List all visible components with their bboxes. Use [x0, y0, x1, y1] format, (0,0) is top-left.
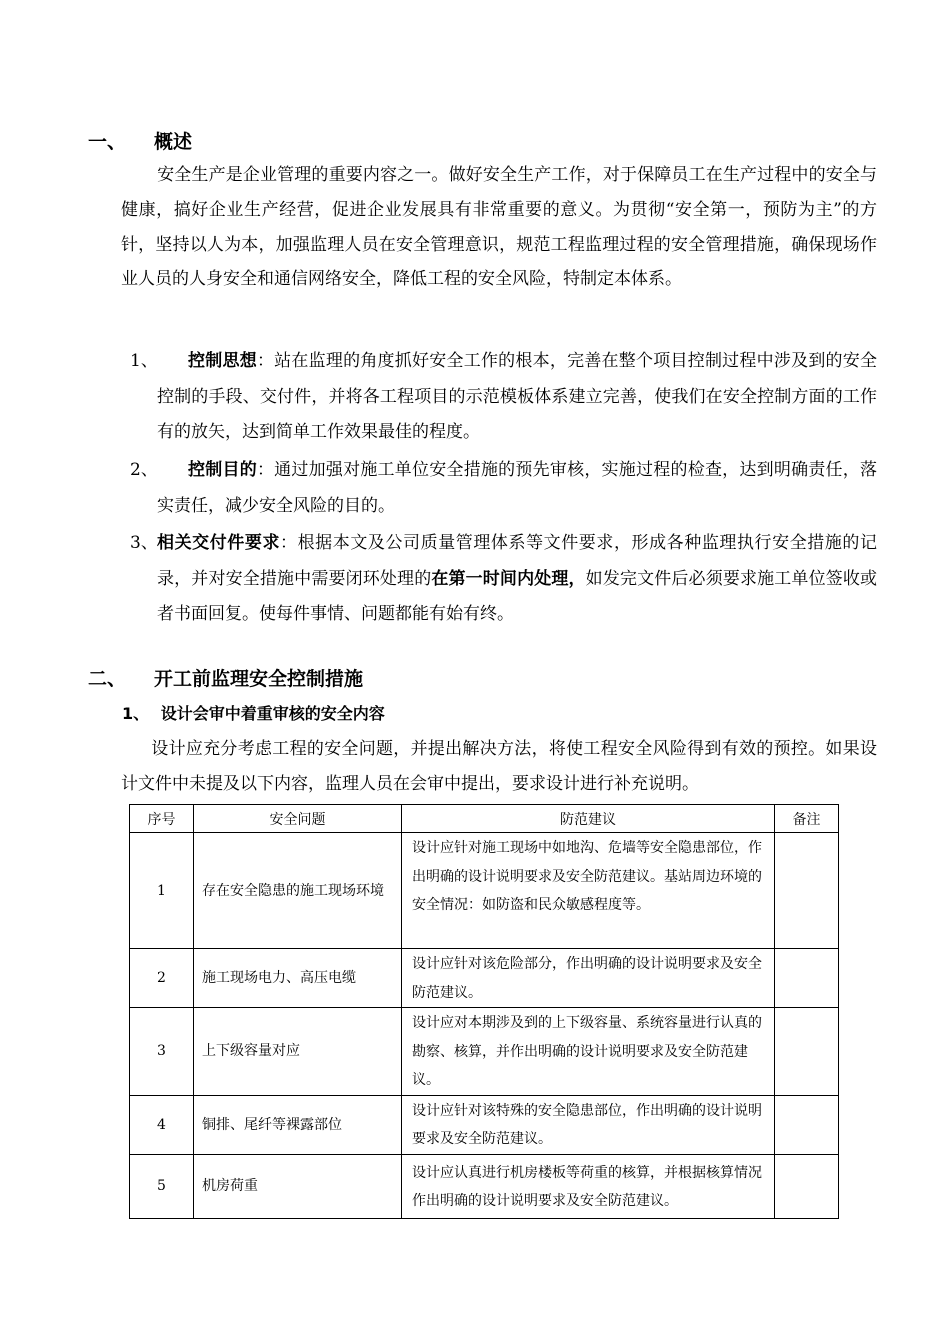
row-advice: 设计应对本期涉及到的上下级容量、系统容量进行认真的勘察、核算，并作出明确的设计说明要求及安全防范建议。 — [402, 1008, 775, 1096]
list-item-text: 站在监理的角度抓好安全工作的根本，完善在整个项目控制过程中涉及到的安全控制的手段、交付件，并将各工程项目的示范模板体系建立完善，使我们在安全控制方面的工作有的放矢，达到简单工作效果最佳的程度。 — [157, 351, 878, 442]
row-no: 4 — [130, 1095, 194, 1154]
row-advice: 设计应针对该特殊的安全隐患部位，作出明确的设计说明要求及安全防范建议。 — [402, 1095, 775, 1154]
table-row — [130, 949, 839, 1008]
header-no: 序号 — [130, 805, 194, 833]
row-issue: 机房荷重 — [194, 1154, 402, 1218]
list-item: 2、 控制目的：通过加强对施工单位安全措施的预先审核，实施过程的检查，达到明确责任，落实责任，减少安全风险的目的。 — [157, 453, 877, 524]
list-item-emphasis: 在第一时间内处理， — [431, 568, 586, 589]
section-2-title: 开工前监理安全控制措施 — [154, 668, 364, 690]
row-note — [775, 1095, 839, 1154]
table-row — [130, 1008, 839, 1096]
table-row — [130, 1154, 839, 1218]
table-row — [130, 833, 839, 949]
row-issue: 上下级容量对应 — [194, 1008, 402, 1096]
row-no: 1 — [130, 833, 194, 949]
section-1-title: 概述 — [154, 131, 193, 153]
header-note: 备注 — [775, 805, 839, 833]
list-item-label: 相关交付件要求 — [157, 533, 281, 553]
list-item-text: 通过加强对施工单位安全措施的预先审核，实施过程的检查，达到明确责任，落实责任，减少安全风险的目的。 — [157, 460, 878, 516]
row-advice: 设计应针对该危险部分，作出明确的设计说明要求及安全防范建议。 — [402, 949, 775, 1008]
row-issue: 铜排、尾纤等裸露部位 — [194, 1095, 402, 1154]
subsection-title: 设计会审中着重审核的安全内容 — [160, 704, 385, 723]
row-issue: 施工现场电力、高压电缆 — [194, 949, 402, 1008]
row-advice: 设计应认真进行机房楼板等荷重的核算，并根据核算情况作出明确的设计说明要求及安全防范建议。 — [402, 1154, 775, 1218]
subsection-number: 1、 — [122, 704, 150, 723]
list-item-label: 控制目的 — [188, 460, 257, 480]
row-no: 2 — [130, 949, 194, 1008]
safety-review-table — [129, 804, 839, 1219]
row-advice: 设计应针对施工现场中如地沟、危墙等安全隐患部位，作出明确的设计说明要求及安全防范建议。基站周边环境的安全情况：如防盗和民众敏感程度等。 — [402, 833, 775, 949]
row-no: 3 — [130, 1008, 194, 1096]
section-2-number: 二、 — [88, 668, 127, 690]
list-item: 1、 控制思想：站在监理的角度抓好安全工作的根本，完善在整个项目控制过程中涉及到的安全控制的手段、交付件，并将各工程项目的示范模板体系建立完善，使我们在安全控制方面的工作有的放矢，达到简单工作效果最佳的程度。 — [157, 344, 877, 451]
header-advice: 防范建议 — [402, 805, 775, 833]
section-2-intro: 设计应充分考虑工程的安全问题，并提出解决方法，将使工程安全风险得到有效的预控。如果设计文件中未提及以下内容，监理人员在会审中提出，要求设计进行补充说明。 — [121, 739, 877, 794]
row-note — [775, 1154, 839, 1218]
row-note — [775, 1008, 839, 1096]
section-1-number: 一、 — [88, 131, 127, 153]
row-note — [775, 949, 839, 1008]
list-item-label: 控制思想 — [188, 351, 257, 371]
table-header-row — [130, 805, 839, 833]
list-item-marker: 2、 — [130, 460, 158, 480]
table-row — [130, 1095, 839, 1154]
list-item-marker: 3、 — [130, 533, 158, 553]
list-item: 3、 相关交付件要求：根据本文及公司质量管理体系等文件要求，形成各种监理执行安全措施的记录，并对安全措施中需要闭环处理的在第一时间内处理，如发完文件后必须要求施工单位签收或者书面回复。使每件事情、问题都能有始有终。 — [157, 526, 877, 633]
section-1-intro: 安全生产是企业管理的重要内容之一。做好安全生产工作，对于保障员工在生产过程中的安全与健康，搞好企业生产经营，促进企业发展具有非常重要的意义。为贯彻“安全第一，预防为主”的方针，坚持以人为本，加强监理人员在安全管理意识，规范工程监理过程的安全管理措施，确保现场作业人员的人身安全和通信网络安全，降低工程的安全风险，特制定本体系。 — [121, 165, 877, 290]
subsection-heading — [122, 701, 385, 724]
row-note — [775, 833, 839, 949]
list-item-text: 根据本文及公司质量管理体系等文件要求，形成各种监理执行安全措施的记录，并对安全措施中需要闭环处理的 — [157, 533, 878, 589]
row-issue: 存在安全隐患的施工现场环境 — [194, 833, 402, 949]
list-item-marker: 1、 — [130, 351, 158, 371]
row-no: 5 — [130, 1154, 194, 1218]
header-issue: 安全问题 — [194, 805, 402, 833]
